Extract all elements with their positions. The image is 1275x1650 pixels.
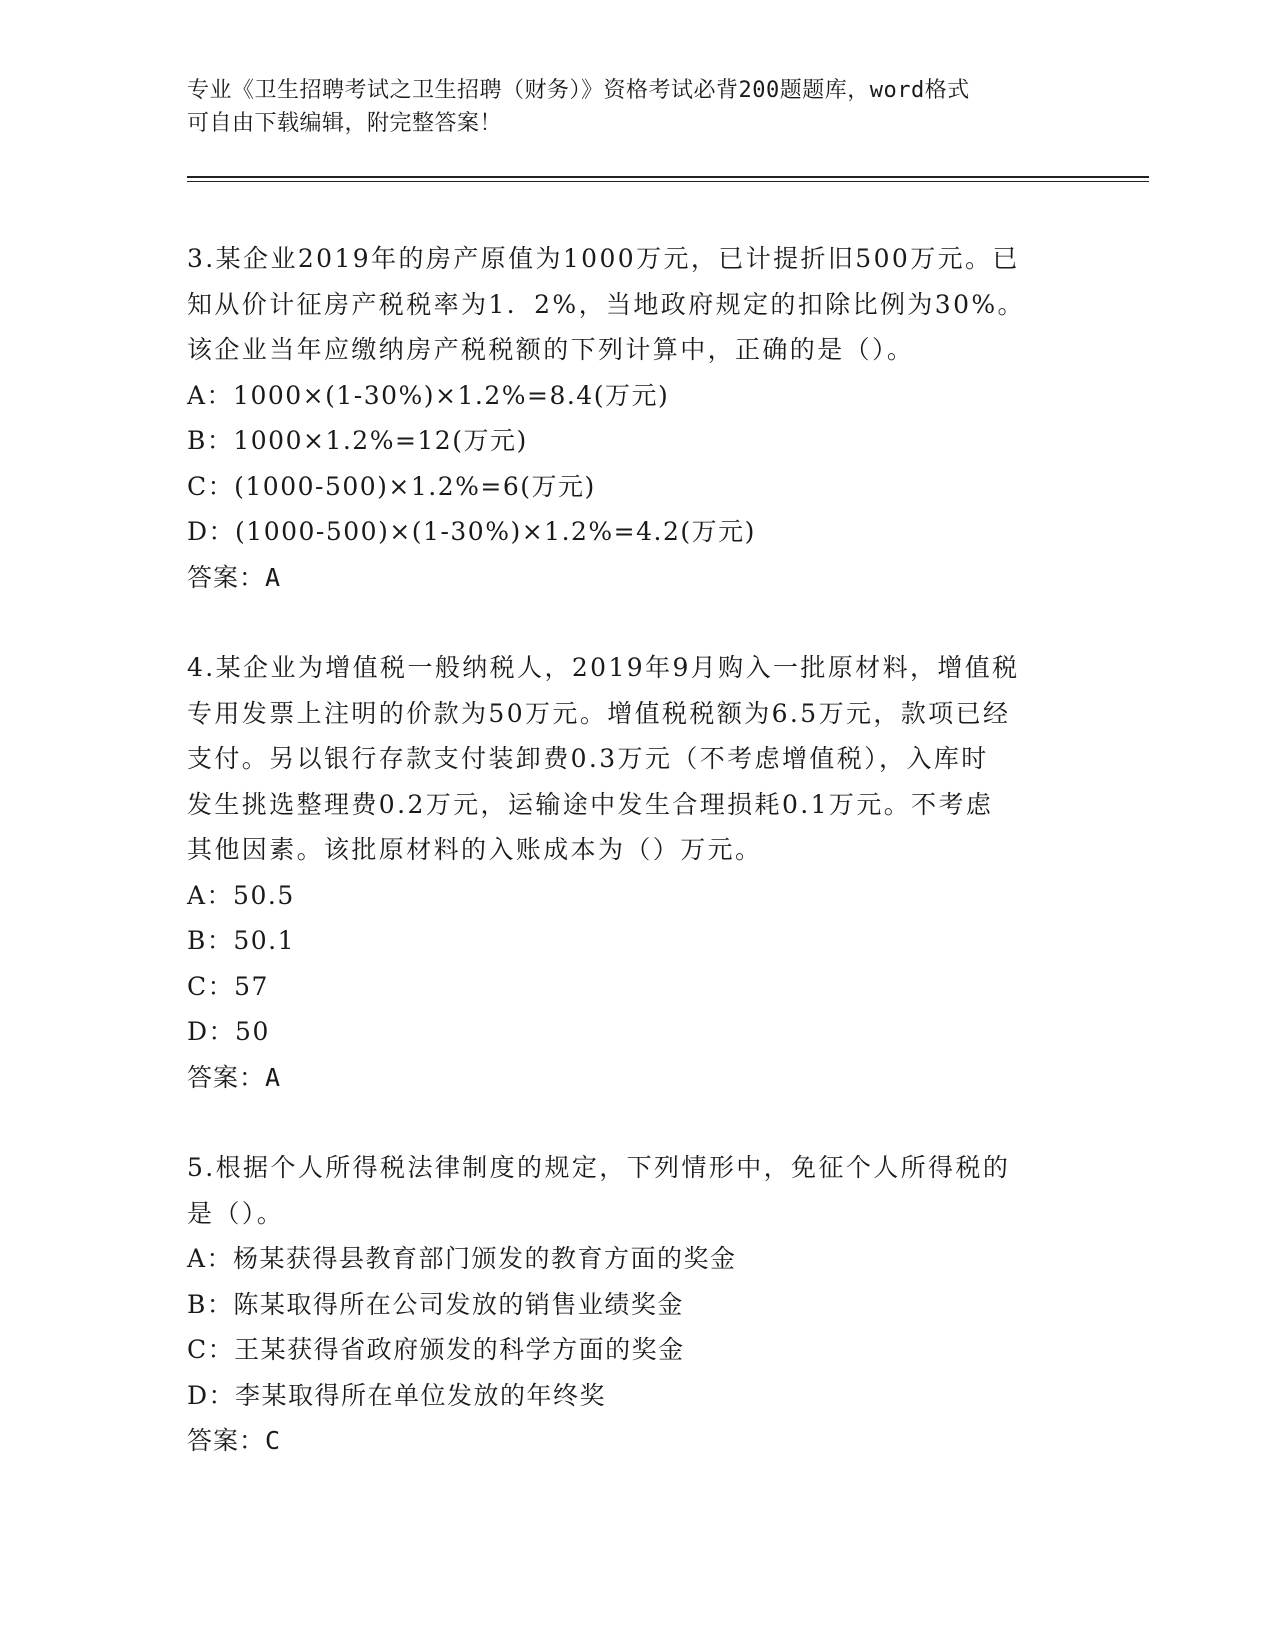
answer: 答案：A [187, 1062, 282, 1092]
option-c: C：57 [187, 971, 269, 1001]
option-d: D：李某取得所在单位发放的年终奖 [187, 1380, 607, 1410]
question-line: 知从价计征房产税税率为1．2%，当地政府规定的扣除比例为30%。 [187, 289, 1025, 319]
option-b: B：陈某取得所在公司发放的销售业绩奖金 [187, 1289, 684, 1319]
question-text [187, 1145, 1087, 1236]
question-line: 其他因素。该批原材料的入账成本为（）万元。 [187, 835, 763, 864]
option-c: C：王某获得省政府颁发的科学方面的奖金 [187, 1335, 685, 1364]
question-line: 5.根据个人所得税法律制度的规定，下列情形中，免征个人所得税的 [187, 1153, 1011, 1182]
question-line: 该企业当年应缴纳房产税税额的下列计算中，正确的是（）。 [187, 335, 915, 364]
option-c: C：(1000-500)×1.2%=6(万元) [187, 471, 596, 501]
question-text [187, 236, 1087, 373]
option-b: B：1000×1.2%=12(万元) [187, 426, 528, 455]
question-spacer [187, 1100, 1087, 1145]
question-text [187, 645, 1087, 873]
question-line: 专用发票上注明的价款为50万元。增值税税额为6.5万元，款项已经 [187, 698, 1011, 728]
question-spacer [187, 600, 1087, 645]
option-a: A：50.5 [187, 880, 295, 910]
option-d: D：50 [187, 1017, 270, 1046]
header-divider-thick [187, 176, 1149, 178]
option-a: A：1000×(1-30%)×1.2%=8.4(万元) [187, 380, 670, 410]
question-line: 4.某企业为增值税一般纳税人，2019年9月购入一批原材料，增值税 [187, 653, 1020, 682]
question-line: 支付。另以银行存款支付装卸费0.3万元（不考虑增值税），入库时 [187, 744, 989, 773]
question-list [187, 236, 1087, 1464]
question-3 [187, 236, 1087, 600]
option-b: B：50.1 [187, 926, 296, 955]
question-line: 3.某企业2019年的房产原值为1000万元，已计提折旧500万元。已 [187, 244, 1020, 273]
header-divider-thin [187, 181, 1149, 182]
option-d: D：(1000-500)×(1-30%)×1.2%=4.2(万元) [187, 517, 756, 546]
question-5 [187, 1145, 1087, 1464]
answer: 答案：A [187, 562, 282, 592]
header-line-1: 专业《卫生招聘考试之卫生招聘（财务）》资格考试必背200题题库，word格式 [187, 78, 970, 103]
answer: 答案：C [187, 1426, 282, 1455]
header-line-2: 可自由下载编辑，附完整答案！ [187, 111, 503, 136]
question-line: 是（）。 [187, 1198, 285, 1228]
question-4 [187, 645, 1087, 1100]
option-a: A：杨某获得县教育部门颁发的教育方面的奖金 [187, 1244, 737, 1273]
document-header [187, 74, 1087, 140]
question-line: 发生挑选整理费0.2万元，运输途中发生合理损耗0.1万元。不考虑 [187, 789, 994, 819]
